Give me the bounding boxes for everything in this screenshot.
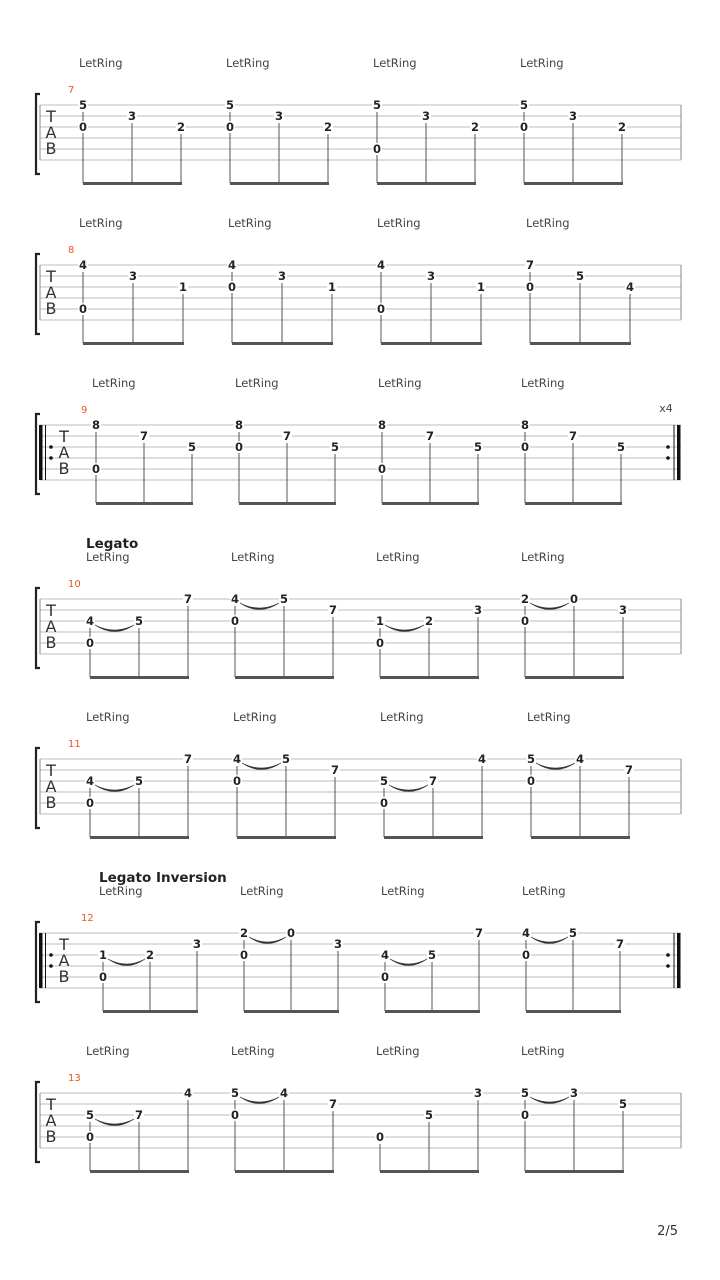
beam — [531, 836, 630, 839]
fret-number: 7 — [615, 937, 625, 951]
fret-number: 5 — [424, 1108, 434, 1122]
beam — [385, 1010, 480, 1013]
fret-number: 5 — [427, 948, 437, 962]
let-ring-label: LetRing — [92, 376, 136, 390]
legato-slur — [389, 785, 428, 792]
fret-number: 1 — [327, 280, 337, 294]
beam — [244, 1010, 339, 1013]
beam — [90, 676, 189, 679]
beam — [380, 1170, 479, 1173]
let-ring-label: LetRing — [233, 710, 277, 724]
fret-number: 0 — [227, 280, 237, 294]
measure-number: 7 — [68, 85, 75, 96]
fret-number: 4 — [78, 258, 88, 272]
tab-clef-letter: T — [46, 761, 56, 780]
system-bracket — [36, 588, 40, 668]
tab-clef-letter: T — [46, 107, 56, 126]
fret-number: 4 — [625, 280, 635, 294]
fret-number: 0 — [525, 280, 535, 294]
legato-slur — [530, 1097, 569, 1104]
tab-clef-letter: T — [59, 427, 69, 446]
repeat-dot — [666, 953, 670, 957]
let-ring-label: LetRing — [373, 56, 417, 70]
fret-number: 4 — [85, 614, 95, 628]
fret-number: 0 — [230, 1108, 240, 1122]
tab-clef-letter: B — [45, 299, 57, 318]
repeat-dot — [49, 456, 53, 460]
repeat-count: x4 — [659, 402, 673, 415]
fret-number: 5 — [134, 774, 144, 788]
fret-number: 1 — [375, 614, 385, 628]
beam — [83, 342, 184, 345]
beam — [235, 676, 334, 679]
beam — [525, 1170, 624, 1173]
measure-number: 8 — [68, 245, 75, 256]
beam — [526, 1010, 621, 1013]
measure-number: 11 — [68, 739, 81, 750]
let-ring-label: LetRing — [526, 216, 570, 230]
fret-number: 7 — [624, 763, 634, 777]
beam — [381, 342, 482, 345]
fret-number: 0 — [375, 636, 385, 650]
repeat-dot — [49, 445, 53, 449]
legato-slur — [531, 937, 568, 944]
fret-number: 2 — [470, 120, 480, 134]
fret-number: 5 — [526, 752, 536, 766]
fret-number: 3 — [618, 603, 628, 617]
let-ring-label: LetRing — [228, 216, 272, 230]
fret-number: 5 — [379, 774, 389, 788]
fret-number: 5 — [616, 440, 626, 454]
fret-number: 7 — [134, 1108, 144, 1122]
tab-clef-letter: B — [45, 139, 57, 158]
fret-number: 0 — [520, 614, 530, 628]
fret-number: 4 — [232, 752, 242, 766]
legato-slur — [95, 625, 134, 632]
legato-slur — [536, 763, 575, 770]
tab-clef-letter: B — [58, 459, 70, 478]
beam — [235, 1170, 334, 1173]
fret-number: 5 — [575, 269, 585, 283]
fret-number: 4 — [230, 592, 240, 606]
let-ring-label: LetRing — [520, 56, 564, 70]
fret-number: 0 — [78, 120, 88, 134]
legato-slur — [95, 1119, 134, 1126]
fret-number: 0 — [85, 796, 95, 810]
fret-number: 3 — [473, 1086, 483, 1100]
fret-number: 0 — [85, 636, 95, 650]
fret-number: 0 — [379, 796, 389, 810]
legato-slur — [249, 937, 286, 944]
fret-number: 0 — [85, 1130, 95, 1144]
fret-number: 7 — [139, 429, 149, 443]
legato-slur — [240, 1097, 279, 1104]
fret-number: 0 — [375, 1130, 385, 1144]
fret-number: 0 — [569, 592, 579, 606]
tab-clef-letter: T — [59, 935, 69, 954]
fret-number: 7 — [328, 603, 338, 617]
tab-clef-letter: A — [58, 951, 70, 970]
fret-number: 5 — [519, 98, 529, 112]
repeat-start-thick-bar — [39, 425, 43, 480]
measure-number: 9 — [81, 405, 88, 416]
fret-number: 3 — [421, 109, 431, 123]
fret-number: 0 — [234, 440, 244, 454]
fret-number: 8 — [377, 418, 387, 432]
let-ring-label: LetRing — [521, 376, 565, 390]
fret-number: 0 — [225, 120, 235, 134]
beam — [382, 502, 479, 505]
tab-clef-letter: B — [45, 633, 57, 652]
system-bracket — [36, 94, 40, 174]
fret-number: 0 — [519, 120, 529, 134]
tab-clef-letter: A — [58, 443, 70, 462]
beam — [103, 1010, 198, 1013]
tab-clef-letter: T — [46, 601, 56, 620]
fret-number: 5 — [330, 440, 340, 454]
tab-clef-letter: A — [45, 777, 57, 796]
fret-number: 2 — [176, 120, 186, 134]
beam — [237, 836, 336, 839]
tab-clef-letter: A — [45, 1111, 57, 1130]
fret-number: 0 — [239, 948, 249, 962]
let-ring-label: LetRing — [86, 550, 130, 564]
tab-clef-letter: T — [46, 267, 56, 286]
let-ring-label: LetRing — [99, 884, 143, 898]
fret-number: 3 — [333, 937, 343, 951]
fret-number: 7 — [474, 926, 484, 940]
let-ring-label: LetRing — [378, 376, 422, 390]
repeat-end-thick-bar — [677, 933, 681, 988]
system-bracket — [36, 254, 40, 334]
fret-number: 8 — [91, 418, 101, 432]
fret-number: 0 — [521, 948, 531, 962]
fret-number: 4 — [85, 774, 95, 788]
legato-slur — [242, 763, 281, 770]
fret-number: 3 — [128, 269, 138, 283]
measure-number: 12 — [81, 913, 94, 924]
fret-number: 2 — [239, 926, 249, 940]
fret-number: 3 — [277, 269, 287, 283]
fret-number: 5 — [187, 440, 197, 454]
beam — [232, 342, 333, 345]
let-ring-label: LetRing — [86, 1044, 130, 1058]
beam — [90, 836, 189, 839]
legato-slur — [108, 959, 145, 966]
repeat-dot — [666, 964, 670, 968]
fret-number: 0 — [230, 614, 240, 628]
fret-number: 3 — [568, 109, 578, 123]
fret-number: 3 — [127, 109, 137, 123]
beam — [525, 676, 624, 679]
fret-number: 0 — [377, 462, 387, 476]
fret-number: 4 — [477, 752, 487, 766]
page-number: 2/5 — [657, 1224, 678, 1239]
fret-number: 7 — [183, 752, 193, 766]
fret-number: 5 — [85, 1108, 95, 1122]
let-ring-label: LetRing — [240, 884, 284, 898]
fret-number: 2 — [323, 120, 333, 134]
fret-number: 7 — [428, 774, 438, 788]
beam — [524, 182, 623, 185]
repeat-dot — [666, 445, 670, 449]
tab-clef-letter: B — [45, 1127, 57, 1146]
fret-number: 4 — [279, 1086, 289, 1100]
beam — [230, 182, 329, 185]
legato-slur — [390, 959, 427, 966]
let-ring-label: LetRing — [380, 710, 424, 724]
let-ring-label: LetRing — [79, 56, 123, 70]
fret-number: 3 — [274, 109, 284, 123]
let-ring-label: LetRing — [381, 884, 425, 898]
measure-number: 10 — [68, 579, 81, 590]
system-bracket — [36, 748, 40, 828]
legato-slur — [95, 785, 134, 792]
fret-number: 5 — [225, 98, 235, 112]
tab-clef-letter: A — [45, 617, 57, 636]
fret-number: 3 — [473, 603, 483, 617]
let-ring-label: LetRing — [231, 550, 275, 564]
fret-number: 5 — [520, 1086, 530, 1100]
fret-number: 0 — [376, 302, 386, 316]
fret-number: 4 — [521, 926, 531, 940]
let-ring-label: LetRing — [522, 884, 566, 898]
let-ring-label: LetRing — [226, 56, 270, 70]
fret-number: 1 — [178, 280, 188, 294]
fret-number: 3 — [569, 1086, 579, 1100]
fret-number: 7 — [525, 258, 535, 272]
fret-number: 4 — [183, 1086, 193, 1100]
tab-clef-letter: B — [58, 967, 70, 986]
fret-number: 2 — [520, 592, 530, 606]
tab-clef-letter: A — [45, 283, 57, 302]
fret-number: 2 — [424, 614, 434, 628]
fret-number: 4 — [227, 258, 237, 272]
let-ring-label: LetRing — [377, 216, 421, 230]
beam — [384, 836, 483, 839]
repeat-start-thick-bar — [39, 933, 43, 988]
let-ring-label: LetRing — [376, 1044, 420, 1058]
fret-number: 2 — [145, 948, 155, 962]
fret-number: 2 — [617, 120, 627, 134]
fret-number: 5 — [618, 1097, 628, 1111]
system-bracket — [36, 1082, 40, 1162]
fret-number: 5 — [568, 926, 578, 940]
section-title: Legato — [86, 536, 139, 552]
let-ring-label: LetRing — [235, 376, 279, 390]
fret-number: 5 — [230, 1086, 240, 1100]
repeat-dot — [49, 964, 53, 968]
fret-number: 4 — [376, 258, 386, 272]
fret-number: 0 — [520, 440, 530, 454]
beam — [525, 502, 622, 505]
let-ring-label: LetRing — [527, 710, 571, 724]
fret-number: 5 — [372, 98, 382, 112]
fret-number: 7 — [425, 429, 435, 443]
legato-slur — [385, 625, 424, 632]
fret-number: 7 — [282, 429, 292, 443]
fret-number: 0 — [232, 774, 242, 788]
beam — [96, 502, 193, 505]
beam — [83, 182, 182, 185]
fret-number: 1 — [476, 280, 486, 294]
beam — [530, 342, 631, 345]
repeat-dot — [666, 456, 670, 460]
fret-number: 7 — [568, 429, 578, 443]
measure-number: 13 — [68, 1073, 81, 1084]
fret-number: 1 — [98, 948, 108, 962]
let-ring-label: LetRing — [86, 710, 130, 724]
beam — [90, 1170, 189, 1173]
fret-number: 7 — [328, 1097, 338, 1111]
let-ring-label: LetRing — [79, 216, 123, 230]
tab-clef-letter: T — [46, 1095, 56, 1114]
repeat-end-thick-bar — [677, 425, 681, 480]
fret-number: 3 — [426, 269, 436, 283]
let-ring-label: LetRing — [521, 550, 565, 564]
beam — [380, 676, 479, 679]
fret-number: 0 — [526, 774, 536, 788]
fret-number: 0 — [380, 970, 390, 984]
tab-clef-letter: B — [45, 793, 57, 812]
legato-slur — [240, 603, 279, 610]
repeat-dot — [49, 953, 53, 957]
fret-number: 0 — [286, 926, 296, 940]
fret-number: 3 — [192, 937, 202, 951]
beam — [377, 182, 476, 185]
fret-number: 5 — [279, 592, 289, 606]
fret-number: 8 — [520, 418, 530, 432]
fret-number: 8 — [234, 418, 244, 432]
fret-number: 7 — [183, 592, 193, 606]
fret-number: 0 — [98, 970, 108, 984]
fret-number: 0 — [372, 142, 382, 156]
let-ring-label: LetRing — [231, 1044, 275, 1058]
legato-slur — [530, 603, 569, 610]
section-title: Legato Inversion — [99, 870, 227, 886]
fret-number: 4 — [575, 752, 585, 766]
let-ring-label: LetRing — [521, 1044, 565, 1058]
fret-number: 7 — [330, 763, 340, 777]
fret-number: 0 — [78, 302, 88, 316]
beam — [239, 502, 336, 505]
let-ring-label: LetRing — [376, 550, 420, 564]
fret-number: 4 — [380, 948, 390, 962]
fret-number: 5 — [78, 98, 88, 112]
tab-clef-letter: A — [45, 123, 57, 142]
fret-number: 5 — [134, 614, 144, 628]
fret-number: 0 — [91, 462, 101, 476]
fret-number: 5 — [281, 752, 291, 766]
fret-number: 5 — [473, 440, 483, 454]
fret-number: 0 — [520, 1108, 530, 1122]
